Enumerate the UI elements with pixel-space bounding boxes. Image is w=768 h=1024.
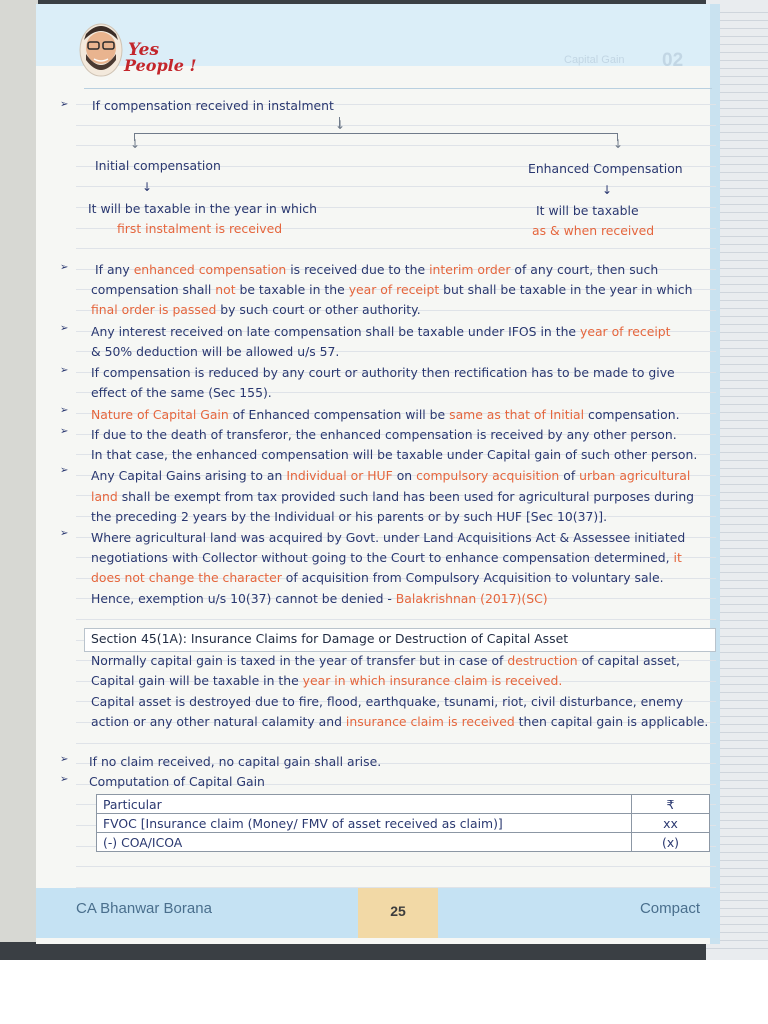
section-bullet: If no claim received, no capital gain shall arise. <box>89 754 382 769</box>
bullet-arrow-icon: ➢ <box>60 365 69 376</box>
table-row <box>97 833 710 852</box>
bullet-arrow-icon: ➢ <box>60 405 69 416</box>
point-1-line: final order is passed by such court or other authority. <box>91 302 421 317</box>
flow-right-label: Enhanced Compensation <box>528 161 683 176</box>
arrow-down-icon: ↓ <box>335 118 346 132</box>
point-6-line: Any Capital Gains arising to an Individual or HUF on compulsory acquisition of urban agricultural <box>91 468 691 483</box>
bullet-arrow-icon: ➢ <box>60 99 69 110</box>
flow-right-desc: It will be taxable <box>536 203 639 218</box>
ruled-line <box>76 125 716 126</box>
ruled-line <box>76 743 716 744</box>
arrow-down-icon: ↓ <box>130 137 141 151</box>
table-cell: FVOC [Insurance claim (Money/ FMV of asset received as claim)] <box>97 814 632 833</box>
bullet-arrow-icon: ➢ <box>60 426 69 437</box>
page-number-box <box>358 888 438 938</box>
section-line: Capital asset is destroyed due to fire, flood, earthquake, tsunami, riot, civil disturbance, enemy <box>91 694 684 709</box>
logo-text: People ! <box>124 56 197 75</box>
ruled-line <box>76 619 716 620</box>
ruled-line <box>76 248 716 249</box>
arrow-down-icon: ↓ <box>613 137 624 151</box>
point-1-line: If any enhanced compensation is received due to the interim order of any court, then such <box>95 262 659 277</box>
point-7-line: Hence, exemption u/s 10(37) cannot be denied - Balakrishnan (2017)(SC) <box>91 591 548 606</box>
header-divider <box>84 88 712 89</box>
table-header-row <box>97 795 710 814</box>
point-7-line: does not change the character of acquisition from Compulsory Acquisition to voluntary sale. <box>91 570 664 585</box>
bullet-arrow-icon: ➢ <box>60 323 69 334</box>
bullet-arrow-icon: ➢ <box>60 465 69 476</box>
point-6-line: the preceding 2 years by the Individual or his parents or by such HUF [Sec 10(37)]. <box>91 509 608 524</box>
point-7-line: negotiations with Collector without going to the Court to enhance compensation determined, it <box>91 550 682 565</box>
point-5-line: If due to the death of transferor, the enhanced compensation is received by any other person. <box>91 427 677 442</box>
section-line: Capital gain will be taxable in the year in which insurance claim is received. <box>91 673 563 688</box>
logo-avatar-icon <box>76 20 126 78</box>
author-name: CA Bhanwar Borana <box>76 900 212 917</box>
point-3-line: If compensation is reduced by any court or authority then rectification has to be made to give <box>91 365 675 380</box>
table-cell: (-) COA/ICOA <box>97 833 632 852</box>
ruled-line <box>76 866 716 867</box>
section-bullet: Computation of Capital Gain <box>89 774 265 789</box>
flow-left-label: Initial compensation <box>95 158 221 173</box>
table-header-cell: ₹ <box>632 795 710 814</box>
ruled-line <box>76 186 716 187</box>
footer-band <box>36 888 720 938</box>
section-heading-box <box>84 628 716 652</box>
chapter-title: Capital Gain <box>564 54 625 66</box>
binding-strip <box>0 0 38 942</box>
section-heading: Section 45(1A): Insurance Claims for Damage or Destruction of Capital Asset <box>91 631 569 646</box>
point-5-line: In that case, the enhanced compensation will be taxable under Capital gain of such other person. <box>91 447 698 462</box>
flow-left-desc-highlight: first instalment is received <box>117 221 283 236</box>
table-cell: (x) <box>632 833 710 852</box>
point-2-line: Any interest received on late compensation shall be taxable under IFOS in the year of receipt <box>91 324 671 339</box>
table-row <box>97 814 710 833</box>
page-number: 25 <box>390 903 406 919</box>
chapter-number: 02 <box>662 50 684 71</box>
arrow-down-icon: ↓ <box>602 183 613 197</box>
arrow-down-icon: ↓ <box>142 180 153 194</box>
flow-right-desc-highlight: as & when received <box>532 223 655 238</box>
point-6-line: land shall be exempt from tax provided such land has been used for agricultural purposes during <box>91 489 695 504</box>
table-cell: xx <box>632 814 710 833</box>
bullet-arrow-icon: ➢ <box>60 528 69 539</box>
bullet-arrow-icon: ➢ <box>60 774 69 785</box>
section-line: Normally capital gain is taxed in the year of transfer but in case of destruction of capital asset, <box>91 653 680 668</box>
flow-left-desc: It will be taxable in the year in which <box>88 201 317 216</box>
edition-label: Compact <box>639 900 700 917</box>
point-2-line: & 50% deduction will be allowed u/s 57. <box>91 344 340 359</box>
section-line: action or any other natural calamity and insurance claim is received then capital gain is applicable. <box>91 714 709 729</box>
flow-branch-line <box>134 133 618 134</box>
point-3-line: effect of the same (Sec 155). <box>91 385 272 400</box>
flow-root: If compensation received in instalment <box>92 98 334 113</box>
page-stack-line <box>706 948 768 949</box>
point-1-line: compensation shall not be taxable in the year of receipt but shall be taxable in the year in which <box>91 282 693 297</box>
bullet-arrow-icon: ➢ <box>60 262 69 273</box>
point-7-line: Where agricultural land was acquired by Govt. under Land Acquisitions Act & Assessee initiated <box>91 530 686 545</box>
bullet-arrow-icon: ➢ <box>60 754 69 765</box>
logo-text: Yes <box>128 40 160 60</box>
table-header-cell: Particular <box>97 795 632 814</box>
computation-table <box>96 794 710 852</box>
point-4-line: Nature of Capital Gain of Enhanced compensation will be same as that of Initial compensation. <box>91 407 680 422</box>
